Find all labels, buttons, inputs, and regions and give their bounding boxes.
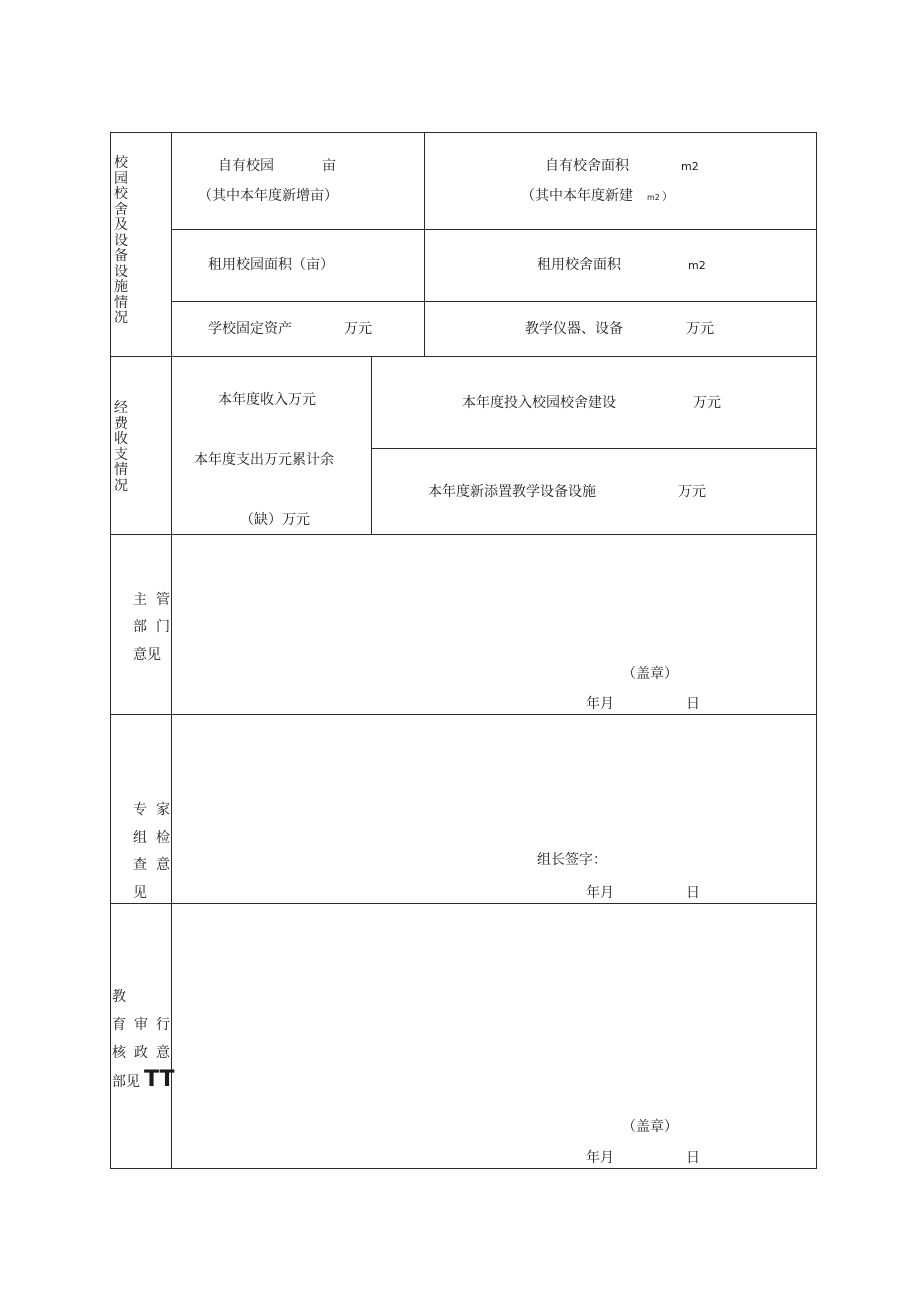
label-char: 家 — [156, 802, 170, 818]
supervisor-opinion-area[interactable] — [172, 535, 816, 714]
rent-campus-label: 租用校园面积（亩） — [208, 257, 334, 273]
campus-section-label: 校园校舍及设备设施情况 — [114, 155, 128, 326]
label-char: 教 — [112, 989, 126, 1005]
label-char: 意见 — [133, 647, 161, 663]
supervisor-date-ym: 年月 — [586, 696, 614, 712]
deficit-label: （缺）万元 — [240, 512, 310, 528]
label-char: 部 — [133, 619, 147, 635]
label-char: 检 — [156, 830, 170, 846]
label-char: 行 — [156, 1017, 170, 1033]
expert-date-ym: 年月 — [586, 885, 614, 901]
label-char: 育 — [112, 1017, 126, 1033]
expert-sign: 组长签字： — [537, 852, 607, 868]
new-building-unit: m2 — [647, 193, 660, 202]
label-char: 意 — [156, 857, 170, 873]
label-char: 组 — [133, 830, 147, 846]
label-char: 政 — [134, 1045, 148, 1061]
invest-label: 本年度投入校园校舍建设 — [462, 395, 616, 411]
equipment-unit: 万元 — [686, 321, 714, 337]
label-char: 查 — [133, 857, 147, 873]
unit-m2: m2 — [681, 160, 699, 173]
label-char: 专 — [133, 802, 147, 818]
expert-date-d: 日 — [686, 885, 700, 901]
rent-building-unit: m2 — [688, 259, 706, 272]
label-char: 主 — [133, 592, 147, 608]
grid-line — [371, 356, 372, 534]
label-char: 审 — [134, 1017, 148, 1033]
finance-section-label: 经费收支情况 — [114, 400, 128, 494]
unit-mu: 亩 — [322, 158, 336, 174]
rent-building-label: 租用校舍面积 — [537, 257, 621, 273]
label-char: TT — [144, 1067, 175, 1092]
supervisor-date-d: 日 — [686, 696, 700, 712]
label-char: 核 — [112, 1045, 126, 1061]
income-label: 本年度收入万元 — [218, 392, 316, 408]
label-char: 见 — [133, 885, 147, 901]
grid-line — [171, 229, 817, 230]
grid-line-bottom — [110, 1168, 817, 1169]
new-building-label: （其中本年度新建 — [521, 188, 633, 204]
education-date-ym: 年月 — [586, 1150, 614, 1166]
supervisor-seal: （盖章） — [622, 666, 678, 682]
education-date-d: 日 — [686, 1150, 700, 1166]
equipment-label: 教学仪器、设备 — [525, 321, 623, 337]
new-building-close: ） — [662, 190, 673, 203]
label-char: 意 — [156, 1045, 170, 1061]
expert-opinion-area[interactable] — [172, 715, 816, 903]
invest-unit: 万元 — [693, 395, 721, 411]
new-campus-label: （其中本年度新增亩） — [198, 188, 338, 204]
grid-line-top — [110, 132, 817, 133]
fixed-assets-label: 学校固定资产 — [208, 321, 292, 337]
grid-line — [371, 448, 817, 449]
grid-line — [424, 132, 425, 356]
education-seal: （盖章） — [622, 1119, 678, 1135]
new-equipment-label: 本年度新添置教学设备设施 — [428, 484, 596, 500]
grid-line-left — [110, 132, 111, 1169]
expense-label: 本年度支出万元累计余 — [194, 452, 334, 468]
own-building-label: 自有校舍面积 — [545, 158, 629, 174]
grid-line — [171, 301, 817, 302]
education-opinion-area[interactable] — [172, 904, 816, 1168]
fixed-assets-unit: 万元 — [344, 321, 372, 337]
label-char: 管 — [156, 592, 170, 608]
label-char: 部见 — [112, 1074, 140, 1090]
own-campus-label: 自有校园 — [218, 158, 274, 174]
grid-line — [110, 356, 817, 357]
grid-line-right — [816, 132, 817, 1169]
new-equipment-unit: 万元 — [678, 484, 706, 500]
label-char: 门 — [156, 619, 170, 635]
